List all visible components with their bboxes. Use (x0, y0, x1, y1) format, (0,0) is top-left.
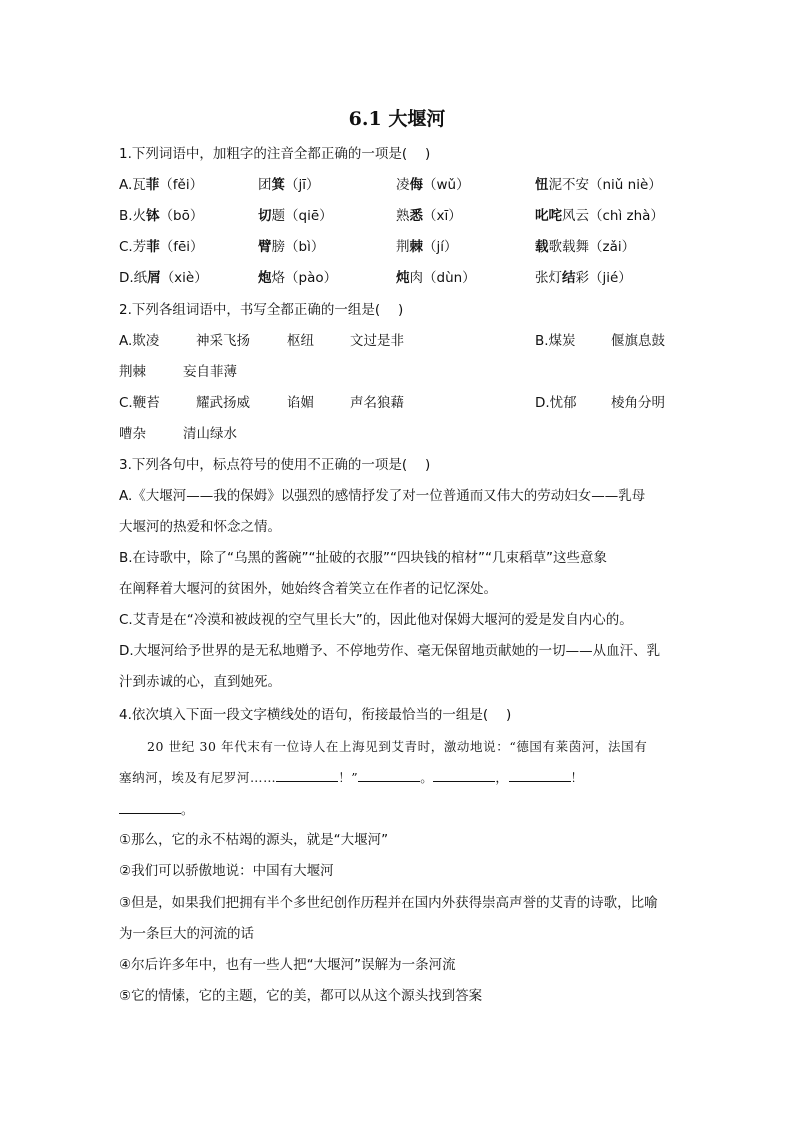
q1-word-post: （bō） (159, 208, 204, 224)
q4-option-1: ①那么，它的永不枯竭的源头，就是“大堰河” (119, 832, 389, 848)
q2-option-b-word3: 荆棘 (119, 364, 146, 380)
q1-option-a-word4 (535, 175, 662, 195)
q1-word-bold: 菲 (145, 177, 160, 193)
q1-word-bold: 炖 (396, 270, 410, 286)
q4-blank-2 (358, 768, 420, 782)
q2-option-c-word1: C.鞭苔 (119, 395, 160, 411)
q2-option-c-word3: 谄媚 (287, 395, 314, 411)
q1-option-a-word2 (258, 175, 320, 195)
q4-option-3-line1: ③但是，如果我们把拥有半个多世纪创作历程并在国内外获得崇高声誉的艾青的诗歌，比喻 (119, 895, 658, 911)
q4-passage-punct: ， (495, 770, 509, 785)
q4-blank-1 (276, 768, 338, 782)
q2-option-d-word4: 清山绿水 (183, 426, 237, 442)
q2-option-d-word2: 棱角分明 (611, 395, 665, 411)
q1-option-c-word4 (535, 237, 635, 257)
q2-option-b-word2: 偃旗息鼓 (611, 333, 665, 349)
q4-passage-punct: 。 (181, 802, 195, 817)
q1-word-pre: A.瓦 (119, 177, 146, 193)
q1-word-bold: 炮 (258, 270, 272, 286)
q4-passage-line1: 20 世纪 30 年代末有一位诗人在上海见到艾青时，激动地说：“德国有莱茵河，法国有 (147, 739, 648, 754)
q4-blank-4 (509, 768, 571, 782)
q1-word-post: （xī） (423, 208, 462, 224)
q4-passage-line3 (119, 800, 194, 820)
q1-word-post: （fēi） (159, 239, 204, 255)
q4-passage-punct: 。 (420, 770, 434, 785)
q4-option-4: ④尔后许多年中，也有一些人把“大堰河”误解为一条河流 (119, 957, 456, 973)
q1-word-post: 风云（chì zhà） (562, 208, 664, 224)
q4-option-3-line2: 为一条巨大的河流的话 (119, 926, 254, 942)
q1-word-bold: 载 (535, 239, 549, 255)
q1-word-pre: 凌 (396, 177, 410, 193)
q1-option-d-word3 (396, 268, 476, 288)
q1-option-d-word2 (258, 268, 337, 288)
q2-option-a-word1: A.欺凌 (119, 333, 160, 349)
q4-passage-punct: ！ (570, 770, 584, 785)
q1-option-d-word1 (119, 268, 208, 288)
q1-word-bold: 棘 (409, 239, 423, 255)
q1-word-bold: 侮 (409, 177, 423, 193)
q4-passage-text: 塞纳河，埃及有尼罗河…… (119, 770, 277, 785)
q3-option-a-line1: A.《大堰河——我的保姆》以强烈的感情抒发了对一位普通而又伟大的劳动妇女——乳母 (119, 488, 646, 504)
q4-passage-punct: ！” (338, 770, 359, 785)
q1-word-post: （fěi） (159, 177, 204, 193)
q1-word-bold: 箕 (271, 177, 285, 193)
q1-option-b-word2 (258, 206, 333, 226)
page-title: 6.1 大堰河 (348, 108, 446, 130)
q1-word-pre: D.纸 (119, 270, 148, 286)
q1-word-post: 彩（jié） (575, 270, 632, 286)
q4-blank-5 (119, 800, 181, 814)
q2-option-a-word2: 神采飞扬 (196, 333, 250, 349)
q1-word-pre: 张灯 (535, 270, 562, 286)
q2-option-a-word4: 文过是非 (350, 333, 404, 349)
q1-word-bold: 叱咤 (535, 208, 562, 224)
q4-stem: 4.依次填入下面一段文字横线处的语句，衔接最恰当的一组是( ) (119, 707, 512, 723)
q1-word-post: （jí） (423, 239, 458, 255)
q3-option-b-line2: 在阐释着大堰河的贫困外，她始终含着笑立在作者的记忆深处。 (119, 581, 497, 597)
q1-option-a-word1 (119, 175, 203, 195)
q1-word-post: 泥不安（niǔ niè） (548, 177, 662, 193)
q1-word-pre: B.火 (119, 208, 147, 224)
q3-option-a-line2: 大堰河的热爱和怀念之情。 (119, 519, 281, 535)
q1-word-bold: 屑 (147, 270, 161, 286)
q1-word-post: （jī） (285, 177, 320, 193)
q4-option-2: ②我们可以骄傲地说：中国有大堰河 (119, 863, 334, 879)
q1-word-pre: C.芳 (119, 239, 147, 255)
q3-stem: 3.下列各句中，标点符号的使用不正确的一项是( ) (119, 457, 431, 473)
q1-option-b-word4 (535, 206, 664, 226)
q1-word-post: 膀（bì） (271, 239, 325, 255)
q1-option-d-word4 (535, 268, 632, 288)
q4-blank-3 (433, 768, 495, 782)
q1-word-post: 烙（pào） (271, 270, 338, 286)
q4-option-5: ⑤它的情愫，它的主题，它的美，都可以从这个源头找到答案 (119, 988, 483, 1004)
q1-word-post: 题（qiē） (271, 208, 333, 224)
q1-word-post: 肉（dùn） (409, 270, 476, 286)
q1-word-bold: 臂 (258, 239, 272, 255)
q2-option-c-word2: 耀武扬威 (196, 395, 250, 411)
q2-option-d-word3: 嘈杂 (119, 426, 146, 442)
q1-word-post: （xiè） (160, 270, 208, 286)
q1-word-bold: 切 (258, 208, 272, 224)
q1-stem: 1.下列词语中，加粗字的注音全都正确的一项是( ) (119, 146, 431, 162)
q1-option-c-word3 (396, 237, 458, 257)
q3-option-b-line1: B.在诗歌中，除了“乌黑的酱碗”“扯破的衣服”“四块钱的棺材”“几束稻草”这些意象 (119, 550, 608, 566)
q2-option-b-word4: 妄自菲薄 (183, 364, 237, 380)
q1-word-post: 歌载舞（zǎi） (548, 239, 636, 255)
q4-passage-line2 (119, 768, 584, 788)
q1-word-pre: 团 (258, 177, 272, 193)
q3-option-c: C.艾青是在“冷漠和被歧视的空气里长大”的，因此他对保姆大堰河的爱是发自内心的。 (119, 612, 633, 628)
q1-option-a-word3 (396, 175, 470, 195)
q1-option-c-word2 (258, 237, 324, 257)
q1-word-bold: 悉 (409, 208, 423, 224)
q2-option-c-word4: 声名狼藉 (350, 395, 404, 411)
q1-option-b-word3 (396, 206, 462, 226)
q1-word-bold: 结 (562, 270, 576, 286)
q3-option-d-line1: D.大堰河给予世界的是无私地赠予、不停地劳作、毫无保留地贡献她的一切——从血汗、乳 (119, 643, 661, 659)
q1-word-bold: 忸 (535, 177, 549, 193)
q2-option-d-word1: D.忧郁 (535, 395, 577, 411)
q1-word-bold: 菲 (146, 239, 160, 255)
q2-option-b-word1: B.煤炭 (535, 333, 576, 349)
q1-word-pre: 荆 (396, 239, 410, 255)
q1-option-b-word1 (119, 206, 203, 226)
q1-word-pre: 熟 (396, 208, 410, 224)
q2-option-a-word3: 枢纽 (287, 333, 314, 349)
q1-option-c-word1 (119, 237, 204, 257)
q1-word-post: （wǔ） (423, 177, 470, 193)
q2-stem: 2.下列各组词语中，书写全都正确的一组是( ) (119, 302, 404, 318)
q3-option-d-line2: 汁到赤诚的心，直到她死。 (119, 674, 281, 690)
q1-word-bold: 钵 (146, 208, 160, 224)
